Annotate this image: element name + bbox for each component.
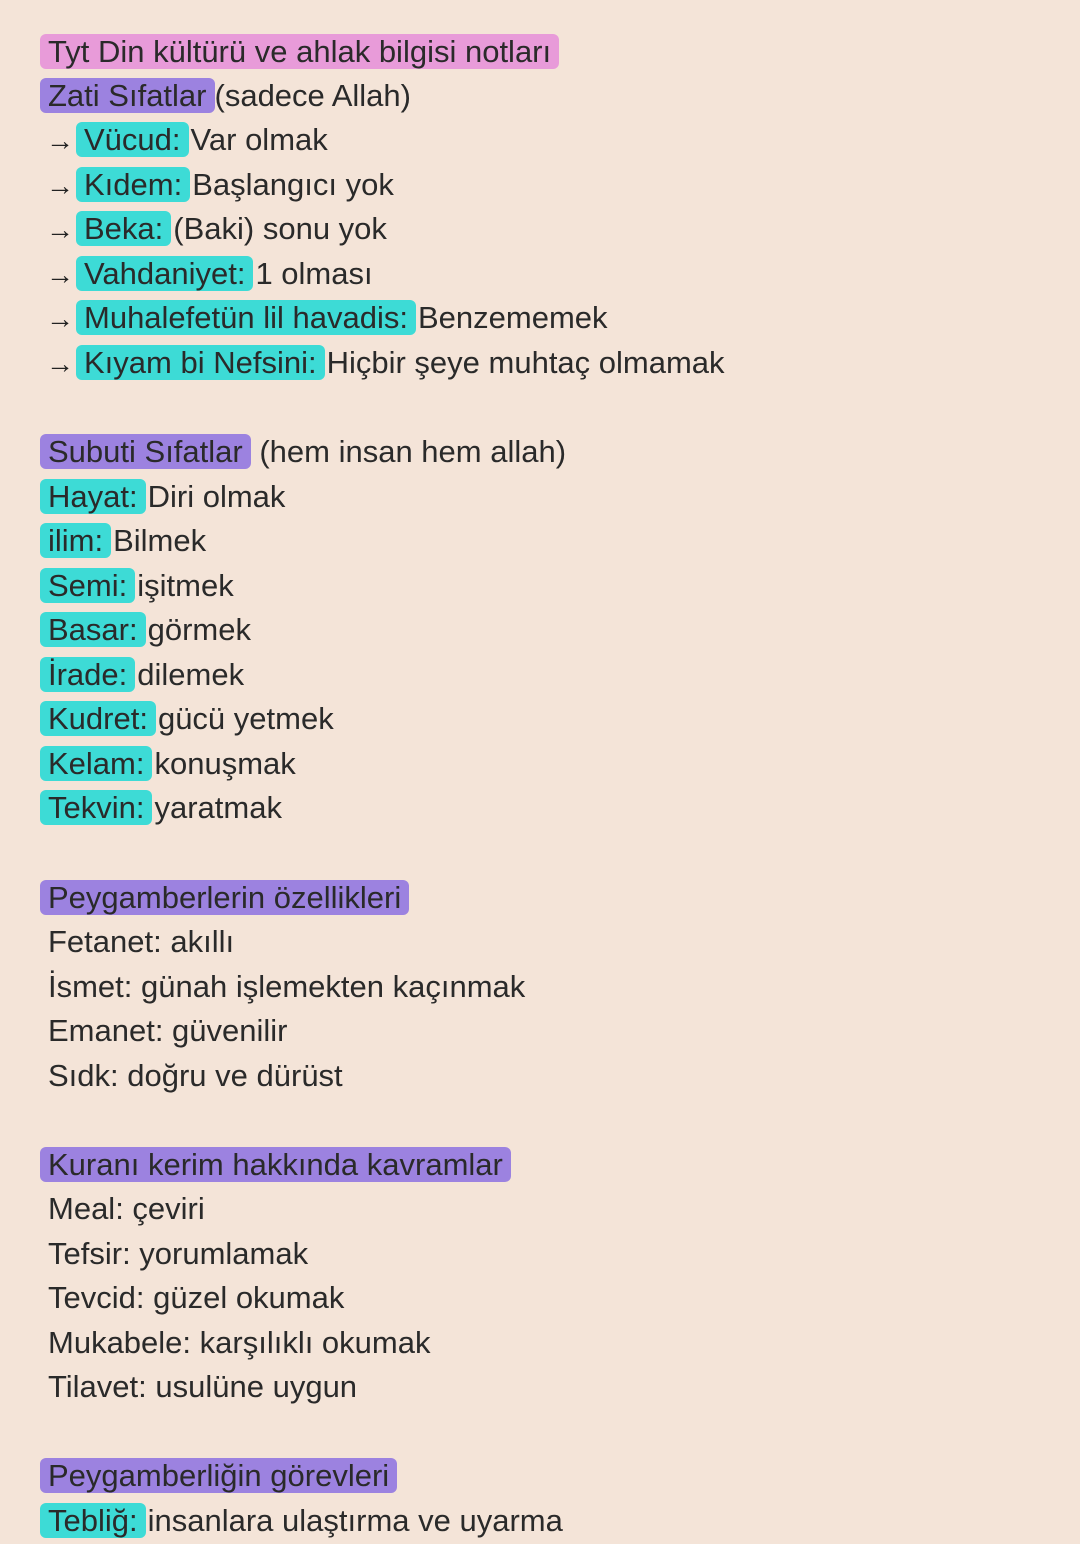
subuti-note: (hem insan hem allah) bbox=[259, 434, 567, 469]
zati-def: Benzememek bbox=[417, 300, 608, 335]
zati-term: Kıdem: bbox=[76, 167, 190, 202]
subuti-def: görmek bbox=[147, 612, 251, 647]
subuti-term: Kudret: bbox=[40, 701, 156, 736]
quran-item: Meal: çeviri bbox=[48, 1191, 205, 1226]
subuti-heading-line bbox=[48, 430, 566, 474]
zati-item bbox=[48, 163, 394, 207]
subuti-def: dilemek bbox=[137, 657, 245, 692]
duty-term: Tebliğ: bbox=[40, 1503, 146, 1538]
subuti-def: konuşmak bbox=[154, 746, 296, 781]
arrow-right-icon: → bbox=[46, 170, 74, 201]
subuti-item bbox=[48, 786, 282, 830]
subuti-term: Hayat: bbox=[40, 479, 146, 514]
zati-def: Var olmak bbox=[190, 122, 328, 157]
arrow-right-icon: → bbox=[46, 214, 74, 245]
zati-term: Vahdaniyet: bbox=[76, 256, 253, 291]
subuti-item bbox=[48, 742, 296, 786]
zati-note: (sadece Allah) bbox=[214, 78, 411, 113]
zati-def: Başlangıcı yok bbox=[192, 167, 394, 202]
prophet-trait-item: Emanet: güvenilir bbox=[48, 1013, 288, 1048]
zati-term: Beka: bbox=[76, 211, 171, 246]
prophet-traits-heading: Peygamberlerin özellikleri bbox=[40, 880, 409, 915]
prophet-trait-item: Fetanet: akıllı bbox=[48, 924, 235, 959]
subuti-term: Semi: bbox=[40, 568, 135, 603]
zati-heading-line bbox=[48, 74, 411, 118]
subuti-term: Basar: bbox=[40, 612, 146, 647]
prophethood-duties-heading: Peygamberliğin görevleri bbox=[40, 1458, 397, 1493]
subuti-def: yaratmak bbox=[154, 790, 282, 825]
arrow-right-icon: → bbox=[46, 259, 74, 290]
subuti-def: Bilmek bbox=[113, 523, 207, 558]
arrow-right-icon: → bbox=[46, 303, 74, 334]
zati-item bbox=[48, 341, 725, 385]
subuti-term: ilim: bbox=[40, 523, 111, 558]
prophet-trait-item: İsmet: günah işlemekten kaçınmak bbox=[48, 969, 526, 1004]
subuti-heading: Subuti Sıfatlar bbox=[40, 434, 251, 469]
subuti-term: Tekvin: bbox=[40, 790, 152, 825]
zati-term: Muhalefetün lil havadis: bbox=[76, 300, 416, 335]
quran-item: Mukabele: karşılıklı okumak bbox=[48, 1325, 431, 1360]
zati-def: (Baki) sonu yok bbox=[173, 211, 387, 246]
zati-item bbox=[48, 252, 373, 296]
prophethood-duty-item bbox=[48, 1499, 563, 1543]
quran-heading: Kuranı kerim hakkında kavramlar bbox=[40, 1147, 511, 1182]
duty-def: insanlara ulaştırma ve uyarma bbox=[147, 1503, 563, 1538]
zati-term: Kıyam bi Nefsini: bbox=[76, 345, 325, 380]
quran-item: Tefsir: yorumlamak bbox=[48, 1236, 309, 1271]
prophet-trait-item: Sıdk: doğru ve dürüst bbox=[48, 1058, 343, 1093]
subuti-def: Diri olmak bbox=[147, 479, 286, 514]
quran-item: Tevcid: güzel okumak bbox=[48, 1280, 345, 1315]
subuti-term: Kelam: bbox=[40, 746, 152, 781]
quran-heading-line bbox=[48, 1143, 511, 1187]
subuti-item bbox=[48, 608, 251, 652]
zati-def: Hiçbir şeye muhtaç olmamak bbox=[326, 345, 725, 380]
prophet-traits-heading-line bbox=[48, 876, 409, 920]
subuti-item bbox=[48, 564, 234, 608]
zati-def: 1 olması bbox=[255, 256, 373, 291]
note-title bbox=[48, 30, 559, 74]
zati-item bbox=[48, 207, 387, 251]
title-highlight: Tyt Din kültürü ve ahlak bilgisi notları bbox=[40, 34, 559, 69]
zati-item bbox=[48, 118, 328, 162]
subuti-def: gücü yetmek bbox=[157, 701, 334, 736]
subuti-def: işitmek bbox=[137, 568, 234, 603]
quran-item: Tilavet: usulüne uygun bbox=[48, 1369, 358, 1404]
subuti-item bbox=[48, 519, 206, 563]
zati-item bbox=[48, 296, 608, 340]
zati-term: Vücud: bbox=[76, 122, 189, 157]
subuti-item bbox=[48, 475, 285, 519]
subuti-item bbox=[48, 697, 334, 741]
zati-heading: Zati Sıfatlar bbox=[40, 78, 215, 113]
arrow-right-icon: → bbox=[46, 348, 74, 379]
arrow-right-icon: → bbox=[46, 125, 74, 156]
subuti-term: İrade: bbox=[40, 657, 135, 692]
subuti-item bbox=[48, 653, 244, 697]
prophethood-duties-heading-line bbox=[48, 1454, 397, 1498]
